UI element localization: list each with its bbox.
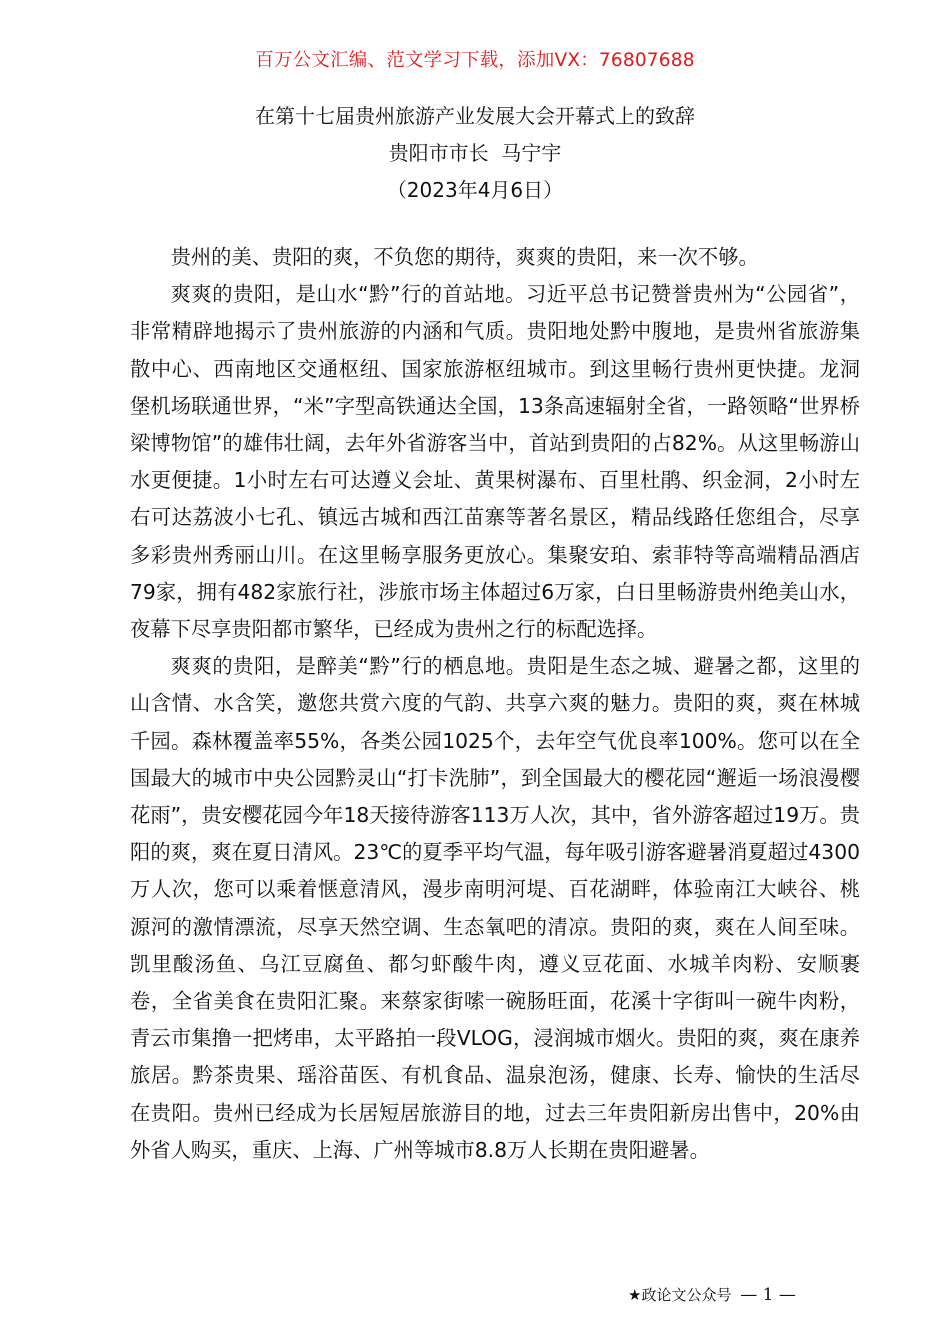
- paragraph-1: 贵州的美、贵阳的爽，不负您的期待，爽爽的贵阳，来一次不够。: [170, 245, 759, 269]
- footer-source: ★政论文公众号: [628, 1286, 732, 1304]
- page-footer: [628, 1284, 796, 1305]
- speaker-line: 贵阳市市长 马宁宇: [388, 141, 562, 165]
- page-number: — 1 —: [740, 1285, 796, 1305]
- document-title-block: [0, 98, 950, 209]
- paragraph-2: 爽爽的贵阳，是山水“黔”行的首站地。习近平总书记赞誉贵州为“公园省”，非常精辟地揭示了贵州旅游的内涵和气质。贵阳地处黔中腹地，是贵州省旅游集散中心、西南地区交通枢纽、国家旅游枢纽城市。到这里畅行贵州更快捷。龙洞堡机场联通世界，“米”字型高铁通达全国，13条高速辐射全省，一路领略“世界桥梁博物馆”的雄伟壮阔，去年外省游客当中，首站到贵阳的占82%。从这里畅游山水更便捷。1小时左右可达遵义会址、黄果树瀑布、百里杜鹃、织金洞，2小时左右可达荔波小七孔、镇远古城和西江苗寨等著名景区，精品线路任您组合，尽享多彩贵州秀丽山川。在这里畅享服务更放心。集聚安珀、索菲特等高端精品酒店79家，拥有482家旅行社，涉旅市场主体超过6万家，白日里畅游贵州绝美山水，夜幕下尽享贵阳都市繁华，已经成为贵州之行的标配选择。: [130, 282, 860, 642]
- speech-date: （2023年4月6日）: [386, 178, 564, 202]
- speech-title: 在第十七届贵州旅游产业发展大会开幕式上的致辞: [255, 104, 695, 128]
- paragraph-3: 爽爽的贵阳，是醉美“黔”行的栖息地。贵阳是生态之城、避暑之都，这里的山含情、水含笑，邀您共赏六度的气韵、共享六爽的魅力。贵阳的爽，爽在林城千园。森林覆盖率55%，各类公园1025个，去年空气优良率100%。您可以在全国最大的城市中央公园黔灵山“打卡洗肺”，到全国最大的樱花园“邂逅一场浪漫樱花雨”，贵安樱花园今年18天接待游客113万人次，其中，省外游客超过19万。贵阳的爽，爽在夏日清风。23℃的夏季平均气温，每年吸引游客避暑消夏超过4300万人次，您可以乘着惬意清风，漫步南明河堤、百花湖畔，体验南江大峡谷、桃源河的激情漂流，尽享天然空调、生态氧吧的清凉。贵阳的爽，爽在人间至味。凯里酸汤鱼、乌江豆腐鱼、都匀虾酸牛肉，遵义豆花面、水城羊肉粉、安顺裹卷，全省美食在贵阳汇聚。来蔡家街嗦一碗肠旺面，花溪十字街叫一碗牛肉粉，青云市集撸一把烤串，太平路拍一段VLOG，浸润城市烟火。贵阳的爽，爽在康养旅居。黔茶贵果、瑶浴苗医、有机食品、温泉泡汤，健康、长寿、愉快的生活尽在贵阳。贵州已经成为长居短居旅游目的地，过去三年贵阳新房出售中，20%由外省人购买，重庆、上海、广州等城市8.8万人长期在贵阳避暑。: [130, 654, 860, 1162]
- watermark-banner: 百万公文汇编、范文学习下载，添加VX：76807688: [255, 50, 695, 71]
- speech-body: [130, 239, 860, 1169]
